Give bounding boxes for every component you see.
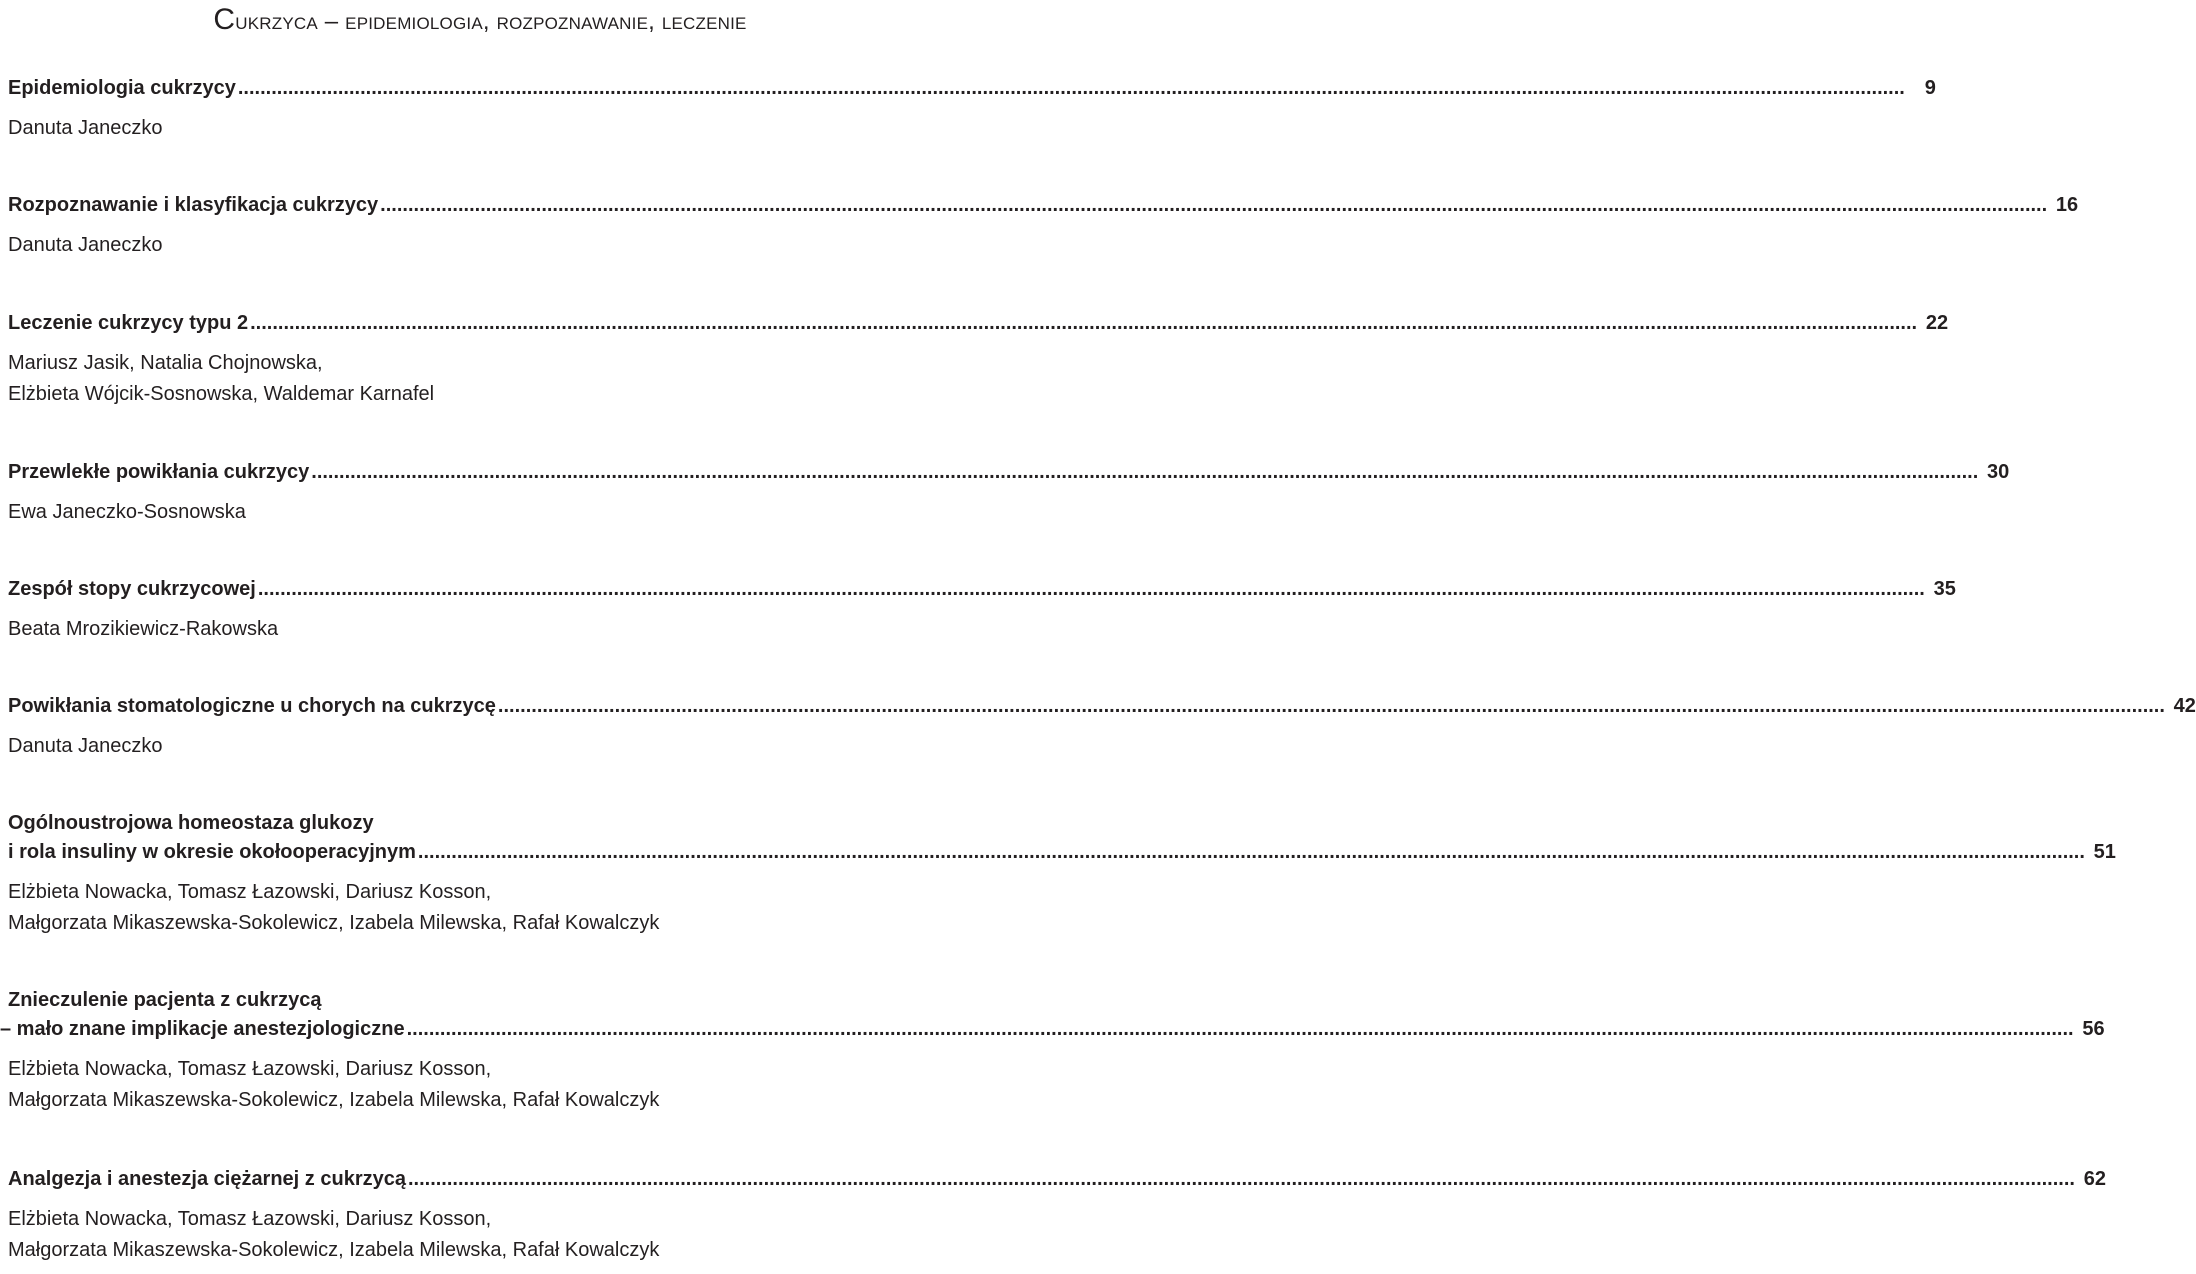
toc-entry-title-line[interactable] [8,191,2079,220]
toc-entry-title-line[interactable] [8,309,1949,338]
toc-dot-leader: ............................................................................................................................................................................................................................................................................................................ [407,1168,2075,1190]
toc-entry-title[interactable]: Ogólnoustrojowa homeostaza glukozy [8,812,374,834]
toc-entry-authors [8,230,958,261]
toc-entry-page[interactable]: 30 [1987,461,2010,483]
toc-entry[interactable] [8,692,2196,762]
toc-entry-author-line: Danuta Janeczko [8,735,163,757]
toc-entry-author-line: Małgorzata Mikaszewska-Sokolewicz, Izabela Milewska, Rafał Kowalczyk [8,1239,660,1261]
toc-entry-page[interactable]: 42 [2173,695,2196,717]
toc-entry-title[interactable]: Epidemiologia cukrzycy [8,77,236,99]
toc-entry[interactable] [8,1165,2106,1266]
toc-entry-authors [8,1054,958,1116]
toc-entry-author-line: Małgorzata Mikaszewska-Sokolewicz, Izabela Milewska, Rafał Kowalczyk [8,912,660,934]
toc-entry[interactable] [8,809,2116,939]
toc-entry-page[interactable]: 16 [2055,194,2079,216]
toc-entry-authors [8,731,958,762]
toc-entry-title-line[interactable] [8,1165,2106,1194]
page-title [0,2,960,40]
toc-entry-page[interactable]: 56 [2082,1018,2105,1040]
toc-entry[interactable] [8,74,1936,144]
toc-entry-author-line: Ewa Janeczko-Sosnowska [8,501,246,523]
toc-dot-leader: ............................................................................................................................................................................................................................................................................................................ [311,461,1979,483]
toc-entry-title-line[interactable] [8,692,2196,721]
toc-entry-title[interactable]: Przewlekłe powikłania cukrzycy [8,461,310,483]
toc-entry-title[interactable]: Leczenie cukrzycy typu 2 [8,312,249,334]
toc-entry[interactable] [8,458,2010,528]
toc-entry[interactable] [8,191,2079,261]
toc-entry-title[interactable]: Analgezja i anestezja ciężarnej z cukrzycą [8,1168,406,1190]
toc-entry-page[interactable]: 22 [1925,312,1949,334]
toc-entry-author-line: Beata Mrozikiewicz-Rakowska [8,618,279,640]
toc-entry-title-line[interactable] [8,458,2010,487]
toc-entry-author-line: Elżbieta Nowacka, Tomasz Łazowski, Dariusz Kosson, [8,881,492,903]
toc-entry-page[interactable]: 35 [1933,578,1956,600]
page-title-initial: C [213,3,236,36]
toc-dot-leader: ............................................................................................................................................................................................................................................................................................................ [417,841,2085,863]
toc-entry-page[interactable]: 51 [2093,841,2116,863]
toc-entry-author-line: Elżbieta Wójcik-Sosnowska, Waldemar Karnafel [8,383,435,405]
toc-dot-leader: ............................................................................................................................................................................................................................................................................................................ [380,194,2048,216]
toc-entry-page[interactable]: 9 [1924,77,1936,99]
toc-entry-author-line: Danuta Janeczko [8,117,163,139]
toc-entry[interactable] [0,986,2105,1116]
toc-entry-title[interactable]: i rola insuliny w okresie okołooperacyjnym [8,841,416,863]
toc-entry-author-line: Elżbieta Nowacka, Tomasz Łazowski, Dariusz Kosson, [8,1208,492,1230]
page-title-rest: ukrzyca – epidemiologia, rozpoznawanie, leczenie [235,8,747,35]
toc-entry-title-line[interactable] [0,1015,2105,1044]
toc-entry-authors [8,113,958,144]
toc-dot-leader: ............................................................................................................................................................................................................................................................................................................ [497,695,2165,717]
toc-dot-leader: ............................................................................................................................................................................................................................................................................................................ [406,1018,2074,1040]
toc-entry-authors [8,614,958,645]
toc-entry-title[interactable]: Zespół stopy cukrzycowej [8,578,256,600]
toc-entry-authors [8,877,958,939]
toc-entry-title[interactable]: Rozpoznawanie i klasyfikacja cukrzycy [8,194,379,216]
toc-dot-leader: ............................................................................................................................................................................................................................................................................................................ [257,578,1925,600]
toc-entry-authors [8,497,958,528]
toc-entry-title[interactable]: – mało znane implikacje anestezjologiczne [0,1018,405,1040]
toc-entry-authors [8,348,958,410]
toc-entry-title[interactable]: Znieczulenie pacjenta z cukrzycą [8,989,322,1011]
toc-entry-title[interactable]: Powikłania stomatologiczne u chorych na cukrzycę [8,695,496,717]
toc-entry[interactable] [8,575,1956,645]
toc-entry-title-line[interactable] [8,575,1956,604]
toc-entry-authors [8,1204,958,1266]
toc-entry-author-line: Mariusz Jasik, Natalia Chojnowska, [8,352,323,374]
toc-entry-page[interactable]: 62 [2083,1168,2106,1190]
toc-entry-author-line: Małgorzata Mikaszewska-Sokolewicz, Izabela Milewska, Rafał Kowalczyk [8,1089,660,1111]
toc-dot-leader: ............................................................................................................................................................................................................................................................................................................ [250,312,1918,334]
toc-entry[interactable] [8,309,1949,410]
toc-entry-title-line[interactable] [8,838,2116,867]
toc-entry-author-line: Danuta Janeczko [8,234,163,256]
toc-entry-author-line: Elżbieta Nowacka, Tomasz Łazowski, Dariusz Kosson, [8,1058,492,1080]
toc-entry-title-line[interactable] [8,74,1936,103]
toc-dot-leader: ............................................................................................................................................................................................................................................................................................................ [237,77,1905,99]
